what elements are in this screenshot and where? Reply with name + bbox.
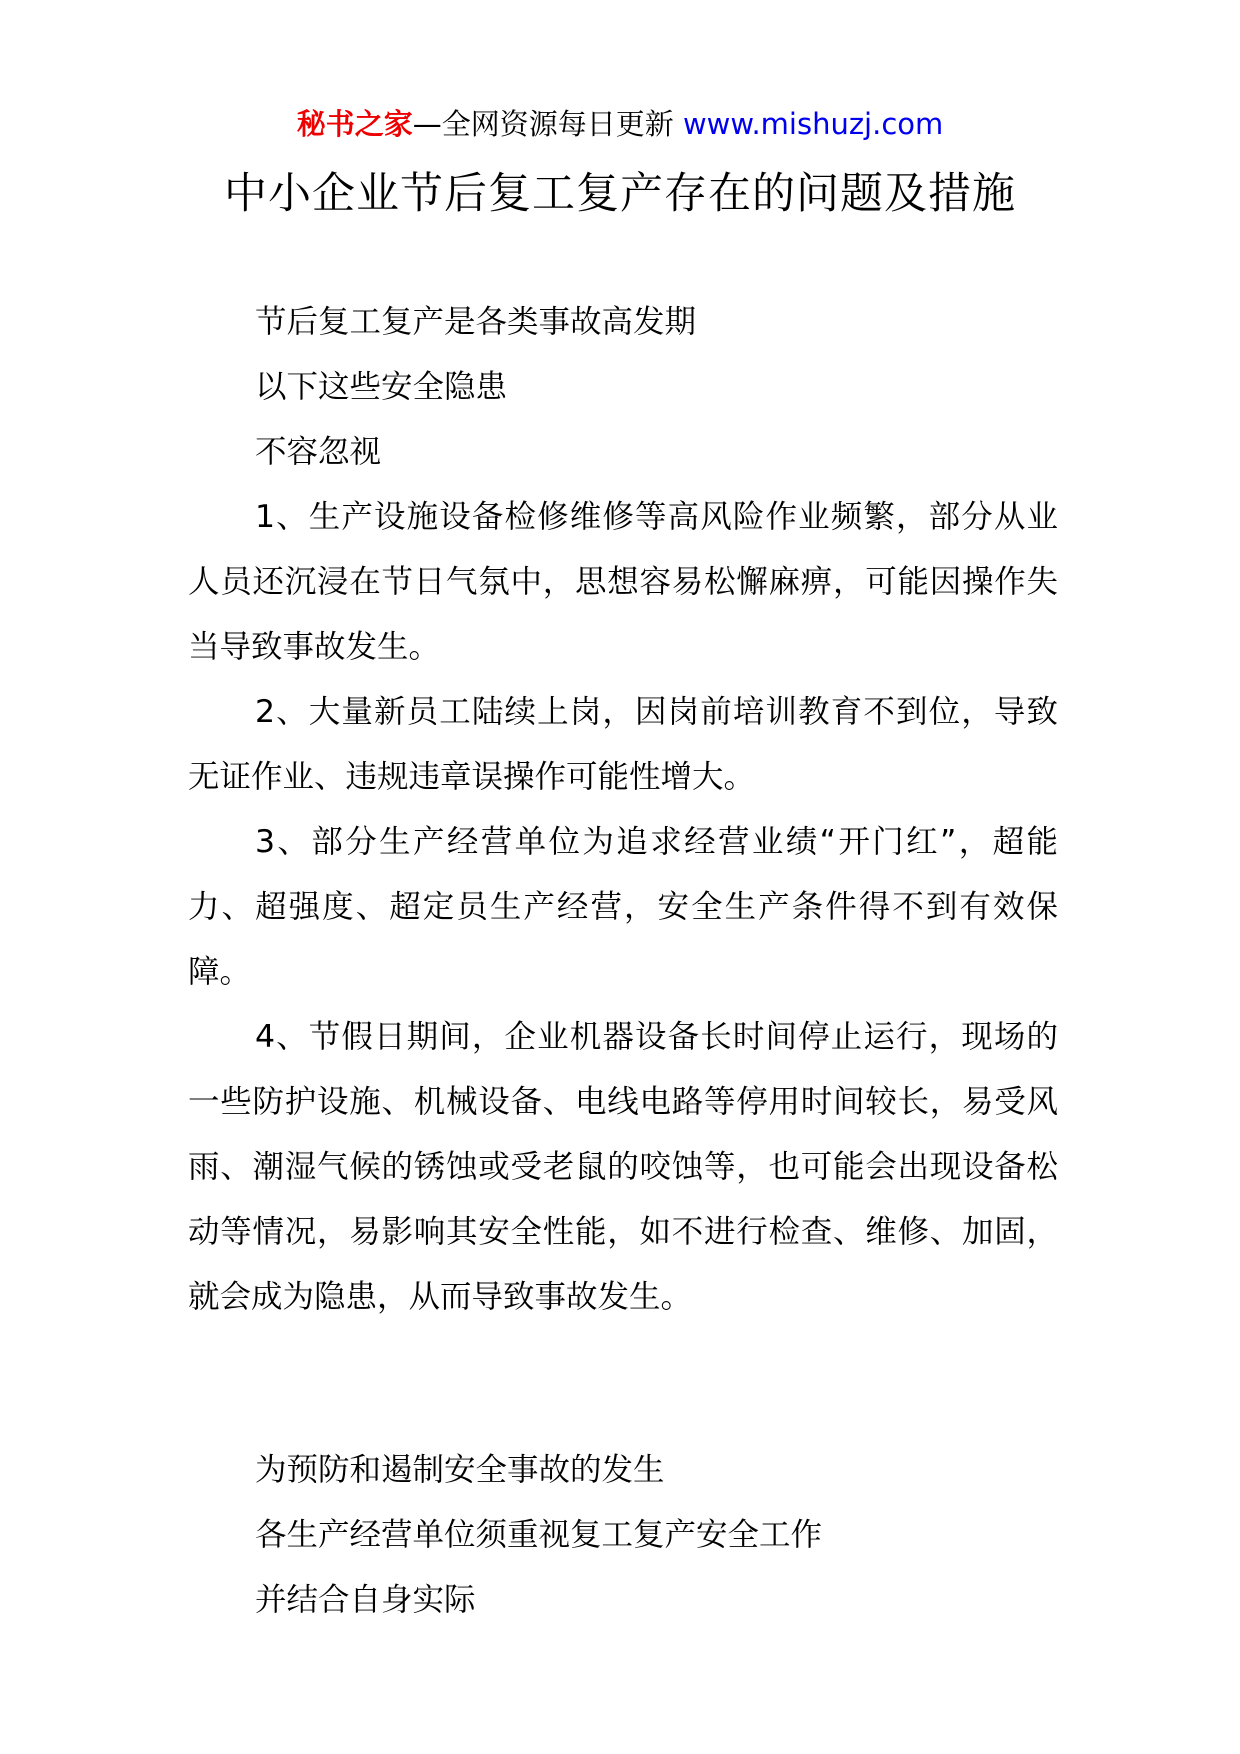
document-body bbox=[188, 290, 1058, 1633]
point-paragraph: 1、生产设施设备检修维修等高风险作业频繁，部分从业人员还沉浸在节日气氛中，思想容易松懈麻痹，可能因操作失当导致事故发生。 bbox=[188, 499, 1058, 665]
point-paragraph: 4、节假日期间，企业机器设备长时间停止运行，现场的一些防护设施、机械设备、电线电路等停用时间较长，易受风雨、潮湿气候的锈蚀或受老鼠的咬蚀等，也可能会出现设备松动等情况，易影响其安全性能，如不进行检查、维修、加固，就会成为隐患，从而导致事故发生。 bbox=[188, 1019, 1058, 1315]
banner-tagline: —全网资源每日更新 bbox=[412, 107, 683, 141]
closing-line: 为预防和遏制安全事故的发生 bbox=[255, 1452, 665, 1488]
brand-name: 秘书之家 bbox=[296, 107, 413, 141]
section-spacer bbox=[188, 1330, 1058, 1438]
closing-line: 并结合自身实际 bbox=[255, 1582, 476, 1618]
point-paragraph: 2、大量新员工陆续上岗，因岗前培训教育不到位，导致无证作业、违规违章误操作可能性增大。 bbox=[188, 694, 1058, 795]
site-banner bbox=[0, 100, 1240, 148]
point-paragraph: 3、部分生产经营单位为追求经营业绩“开门红”，超能力、超强度、超定员生产经营，安全生产条件得不到有效保障。 bbox=[188, 824, 1058, 990]
closing-line: 各生产经营单位须重视复工复产安全工作 bbox=[255, 1517, 823, 1553]
intro-line: 不容忽视 bbox=[255, 434, 382, 470]
document-title: 中小企业节后复工复产存在的问题及措施 bbox=[224, 169, 1016, 219]
intro-line: 节后复工复产是各类事故高发期 bbox=[255, 304, 697, 340]
site-url: www.mishuzj.com bbox=[682, 107, 944, 141]
intro-line: 以下这些安全隐患 bbox=[255, 369, 508, 405]
